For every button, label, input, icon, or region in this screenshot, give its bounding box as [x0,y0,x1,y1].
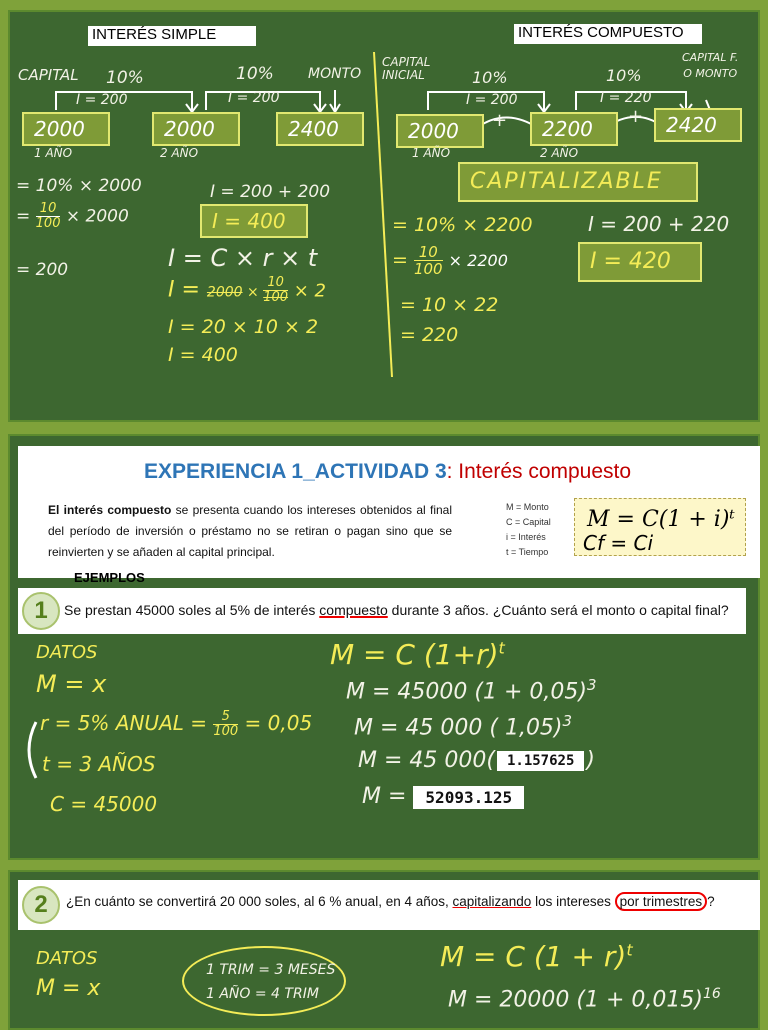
q2-c: ? [707,894,715,909]
question-2-number: 2 [22,886,60,924]
q2-f2-main: M = 20000 (1 + 0,015) [448,987,703,1013]
f2-exp: 3 [586,676,597,694]
compound-year-2: 2 AÑO [540,146,579,160]
variable-legend [506,502,551,562]
f3-main: M = 45 000 ( 1,05) [354,715,563,741]
formula-4 [358,748,595,773]
legend-monto: M = Monto [506,502,549,512]
f2-main: M = 45000 (1 + 0,05) [346,679,587,705]
simple-step: I = 20 × 10 × 2 [168,316,319,338]
compound-capital-label [382,56,431,82]
board-simple-vs-compound [8,10,760,422]
compound-calc-2: = $\frac{10}{100}$ × 2200 [392,243,508,278]
simple-rate-1: 10% [106,68,144,88]
question-1-text [64,602,729,618]
sub-den: 100 [263,290,289,305]
q2-a: ¿En cuánto se convertirá 20 000 soles, al 6 % anual, en 4 años, [66,894,453,909]
simple-interest-1: I = 200 [76,92,128,108]
q2-b: los intereses [531,894,615,909]
compound-calc-2-rest: × 2200 [448,251,508,270]
f3-exp: 3 [562,712,573,730]
simple-sum-box: I = 400 [200,204,308,238]
compound-final-label-1: CAPITAL F. [682,51,739,64]
compound-plus-2: + [628,106,644,127]
simple-capital-label: CAPITAL [18,66,79,84]
q1-a: Se prestan 45000 soles al 5% de interés [64,602,320,618]
simple-calc-2-den: 100 [35,216,61,231]
trim-note-oval [182,946,346,1016]
question-2-panel [18,880,760,930]
q2-formula-1 [440,940,633,973]
simple-box-3: 2400 [276,112,364,146]
simple-box-1: 2000 [22,112,110,146]
simple-calc-2: = $\frac{10}{100}$ × 2000 [16,201,129,231]
q2-circled: por trimestres [615,892,708,911]
legend-capital: C = Capital [506,517,551,527]
compound-plus-1: + [492,110,508,131]
compound-calc-2-num: 10 [418,243,438,261]
q1-b: durante 3 años. ¿Cuánto será el monto o capital final? [387,602,729,618]
activity-title-topic: : Interés compuesto [446,460,632,483]
simple-box-2: 2000 [152,112,240,146]
compound-calc-2-den: 100 [413,260,443,278]
definition-bold: El interés compuesto [48,503,172,517]
compound-rate-1: 10% [472,68,508,87]
activity-title-main: EXPERIENCIA 1_ACTIVIDAD 3 [144,460,447,483]
q2-f1-exp: t [626,940,633,960]
simple-sum: I = 200 + 200 [210,182,331,202]
q2-underlined: capitalizando [452,894,532,909]
f5-box: 52093.125 [413,786,524,809]
compound-calc-1: = 10% × 2200 [392,214,533,236]
f1-main: M = C (1+r) [330,638,499,671]
time-line: t = 3 AÑOS [42,752,156,776]
compound-box-2: 2200 [530,112,618,146]
simple-formula: I = C × r × t [168,244,318,272]
f4-box: 1.157625 [497,751,584,771]
simple-calc-1: = 10% × 2000 [16,176,142,196]
simple-calc-3: = 200 [16,260,69,280]
simple-interest-2: I = 200 [228,90,280,106]
compound-interest-2: I = 220 [600,90,652,106]
simple-result: I = 400 [168,344,238,366]
simple-year-2: 2 AÑO [160,146,199,160]
capital-line: C = 45000 [50,792,158,816]
rate-den: 100 [213,724,239,739]
formula-2 [346,676,597,704]
legend-tiempo: t = Tiempo [506,547,549,557]
q1-underlined: compuesto [319,602,388,618]
sub-a: I = [168,277,207,303]
q2-formula-2 [448,986,721,1012]
compound-capital-label-1: CAPITAL [382,55,431,69]
legend-interes: i = Interés [506,532,546,542]
compound-final-label [682,50,738,82]
compound-capital-label-2: INICIAL [382,68,425,82]
capitalizable-box: CAPITALIZABLE [458,162,698,202]
formula-box [574,498,746,556]
simple-calc-2-rest: × 2000 [65,206,129,227]
compound-year-1: 1 AÑO [412,146,451,160]
compound-calc-3: = 10 × 22 [400,294,499,316]
simple-title: INTERÉS SIMPLE [88,26,256,46]
board-compound-explanation [8,434,760,860]
f1-exp: t [498,638,505,658]
formula-main: M = C(1 + i)ᵗ [587,507,735,532]
question-1-panel [18,588,746,634]
definition-paragraph [48,500,452,563]
sub-b: 2000 [206,284,243,301]
formula-note: Cf = Ci [583,531,653,555]
sub-d: × 2 [288,280,327,302]
definition-panel [18,446,760,585]
simple-monto-label: MONTO [308,66,362,82]
compound-box-1: 2000 [396,114,484,148]
definition-rest: se presenta cuando los intereses obtenidos al final del período de inversión o préstamo no se retiran o pagan sino que se reinvierten y se añaden al capital principal. [48,503,452,559]
question-1-number: 1 [22,592,60,630]
formula-3 [354,712,572,740]
ejemplos-label: EJEMPLOS [74,570,145,585]
rate-line [40,710,312,739]
compound-rate-2: 10% [606,66,642,85]
f4-close: ) [586,748,595,773]
compound-sum-box: I = 420 [578,242,702,282]
compound-sum: I = 200 + 220 [588,212,730,236]
sub-c: × [242,284,264,301]
formula-5 [362,784,524,809]
sub-num: 10 [267,275,284,290]
rate-num: 5 [221,709,230,724]
compound-interest-1: I = 200 [466,92,518,108]
trim-note-2: 1 AÑO = 4 TRIM [206,986,319,1002]
q2-f1-main: M = C (1 + r) [440,940,627,973]
rate-b: = 0,05 [238,711,313,735]
simple-year-1: 1 AÑO [34,146,73,160]
rate-a: r = 5% ANUAL = [40,711,214,735]
simple-calc-2-num: 10 [39,201,57,216]
trim-note-1: 1 TRIM = 3 MESES [206,962,336,978]
board-question-2 [8,870,760,1030]
q2-f2-exp: 16 [702,986,721,1002]
compound-title: INTERÉS COMPUESTO [514,24,702,44]
compound-final-label-2: O MONTO [683,67,738,80]
question-2-text [66,894,715,909]
activity-title [144,460,631,484]
q2-m-equals-x: M = x [36,976,101,1001]
simple-rate-2: 10% [236,64,274,84]
simple-substitution [168,276,326,305]
f4-main: M = 45 000( [358,748,495,773]
compound-box-3: 2420 [654,108,742,142]
q2-datos-label: DATOS [36,948,98,969]
formula-1 [330,638,505,671]
m-equals-x: M = x [36,670,107,698]
f5-main: M = [362,784,407,809]
datos-label: DATOS [36,642,98,663]
bracket [20,720,40,780]
compound-calc-4: = 220 [400,324,459,346]
